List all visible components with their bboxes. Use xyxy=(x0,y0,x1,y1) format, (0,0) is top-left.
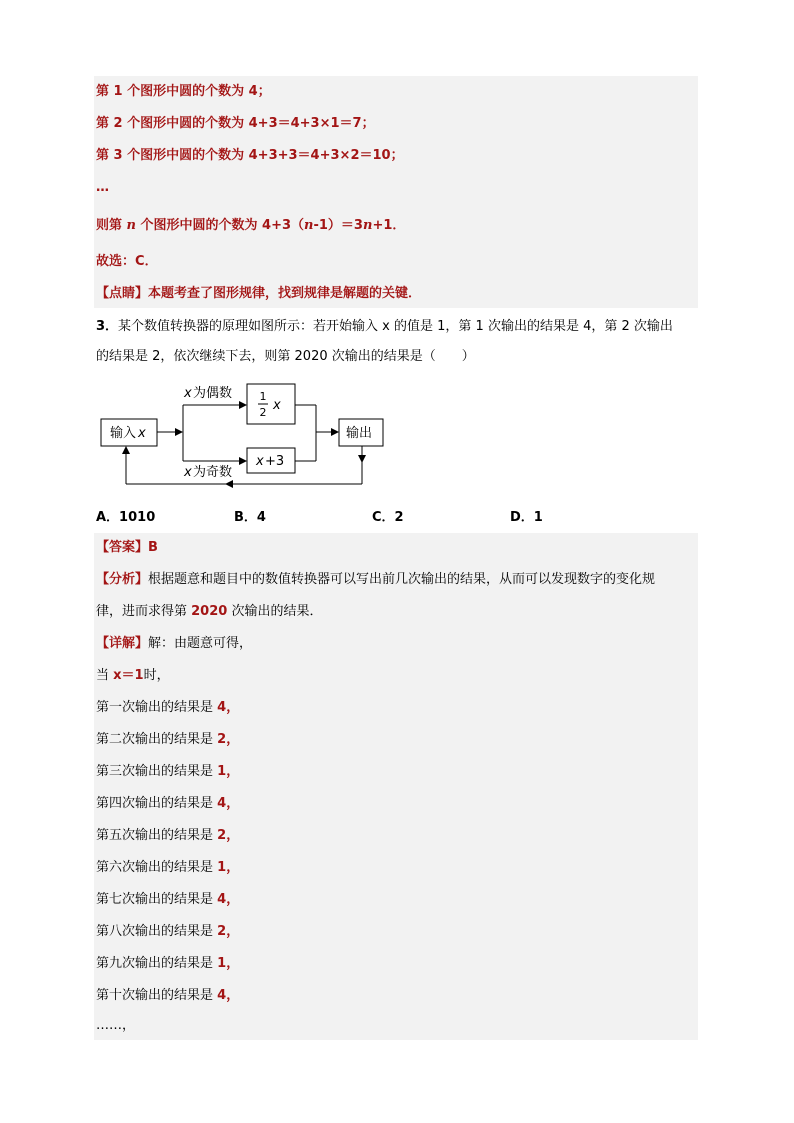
output-label: 输出 xyxy=(346,426,373,441)
variable-n: n xyxy=(304,218,314,233)
text: 故选： xyxy=(96,254,136,269)
solution-line-1 xyxy=(96,82,271,102)
solution-comment xyxy=(96,284,421,304)
plus-text: +3 xyxy=(265,454,285,469)
punctuation: ； xyxy=(257,84,271,99)
number: 2 xyxy=(113,116,123,131)
result-value: 4 xyxy=(217,796,227,811)
analysis-text: 根据题意和题目中的数值转换器可以写出前几次输出的结果，从而可以发现数字的变化规 xyxy=(148,572,656,587)
analysis-number: 2020 xyxy=(191,604,228,619)
punctuation: ； xyxy=(390,148,404,163)
text: 个图形中圆的个数为 xyxy=(122,116,249,131)
even-variable: x xyxy=(184,386,192,401)
expression: -1）＝3 xyxy=(313,218,363,233)
punctuation: ， xyxy=(226,860,240,875)
expression: 4+3＝4+3×1＝7 xyxy=(248,116,362,131)
solution-shade-top xyxy=(94,76,698,308)
punctuation: ， xyxy=(226,892,240,907)
detail-when xyxy=(96,666,170,686)
result-line-2 xyxy=(96,730,239,750)
detail-text: 解：由题意可得， xyxy=(148,636,253,651)
result-line-1 xyxy=(96,698,239,718)
option-d[interactable]: D．1 xyxy=(510,510,543,525)
detail-trailing-ellipsis xyxy=(96,1016,135,1036)
text: 第 xyxy=(96,84,114,99)
punctuation: ， xyxy=(226,828,240,843)
analysis-tag: 【分析】 xyxy=(96,572,149,587)
detail-text: 时， xyxy=(143,668,170,683)
option-c[interactable]: C．2 xyxy=(372,510,404,525)
result-line-8 xyxy=(96,922,239,942)
result-line-6 xyxy=(96,858,239,878)
detail-intro xyxy=(96,634,252,654)
result-label: 第一次输出的结果是 xyxy=(96,700,218,715)
result-line-9 xyxy=(96,954,239,974)
question-3-line-1 xyxy=(96,317,700,337)
odd-variable: x xyxy=(184,465,192,480)
answer-line xyxy=(96,538,158,558)
analysis-text: 次输出的结果． xyxy=(227,604,323,619)
answer-tag: 【答案】 xyxy=(96,540,149,555)
number: 1 xyxy=(113,84,123,99)
solution-ellipsis xyxy=(96,178,109,198)
question-text: 某个数值转换器的原理如图所示：若开始输入 x 的值是 1，第 1 次输出的结果是 4，第 2 次输出 xyxy=(118,319,673,334)
punctuation: ， xyxy=(226,924,240,939)
ellipsis-text: ……， xyxy=(96,1018,136,1033)
punctuation: ， xyxy=(226,732,240,747)
variable-n: n xyxy=(362,218,373,233)
punctuation: ． xyxy=(144,254,158,269)
result-label: 第三次输出的结果是 xyxy=(96,764,218,779)
result-value: 4 xyxy=(217,988,227,1003)
text: 第 xyxy=(96,148,114,163)
result-value: 2 xyxy=(217,924,227,939)
even-label: 为偶数 xyxy=(193,386,233,401)
comment-text: 本题考查了图形规律，找到规律是解题的关键． xyxy=(148,286,422,301)
punctuation: ， xyxy=(226,700,240,715)
result-label: 第九次输出的结果是 xyxy=(96,956,218,971)
analysis-line-2 xyxy=(96,602,322,622)
text: 第 xyxy=(96,116,114,131)
result-value: 4 xyxy=(217,700,227,715)
result-value: 4 xyxy=(217,892,227,907)
plus-variable: x xyxy=(256,454,264,469)
result-value: 1 xyxy=(217,860,227,875)
solution-choice xyxy=(96,252,158,272)
result-label: 第四次输出的结果是 xyxy=(96,796,218,811)
punctuation: ； xyxy=(361,116,375,131)
expression: 4 xyxy=(248,84,258,99)
solution-line-3 xyxy=(96,146,404,166)
half-box xyxy=(247,384,295,424)
expression: +1 xyxy=(372,218,393,233)
result-line-4 xyxy=(96,794,239,814)
detail-text: 当 xyxy=(96,668,114,683)
result-line-5 xyxy=(96,826,239,846)
choice-letter: C xyxy=(135,254,145,269)
text: 个图形中圆的个数为 xyxy=(122,84,249,99)
input-label: 输入 xyxy=(110,426,137,441)
result-line-10 xyxy=(96,986,239,1006)
half-variable: x xyxy=(273,398,281,413)
option-b[interactable]: B．4 xyxy=(234,510,266,525)
result-line-7 xyxy=(96,890,239,910)
result-label: 第二次输出的结果是 xyxy=(96,732,218,747)
result-label: 第十次输出的结果是 xyxy=(96,988,218,1003)
expression: 4+3+3＝4+3×2＝10 xyxy=(248,148,391,163)
question-3-line-2 xyxy=(96,347,700,367)
detail-tag: 【详解】 xyxy=(96,636,149,651)
expression: 4+3（ xyxy=(262,218,305,233)
result-label: 第七次输出的结果是 xyxy=(96,892,218,907)
punctuation: ． xyxy=(392,218,406,233)
question-number: 3． xyxy=(96,319,119,334)
variable-n: n xyxy=(126,218,136,233)
result-line-3 xyxy=(96,762,239,782)
input-variable: x xyxy=(138,426,146,441)
text: 个图形中圆的个数为 xyxy=(135,218,263,233)
text: 则第 xyxy=(96,218,127,233)
half-denominator: 2 xyxy=(259,406,267,419)
answer-value: B xyxy=(148,540,158,555)
result-label: 第八次输出的结果是 xyxy=(96,924,218,939)
half-numerator: 1 xyxy=(259,390,267,403)
comment-tag: 【点睛】 xyxy=(96,286,149,301)
punctuation: ， xyxy=(226,796,240,811)
detail-condition: x＝1 xyxy=(113,668,144,683)
result-value: 2 xyxy=(217,732,227,747)
odd-label: 为奇数 xyxy=(193,465,233,480)
analysis-text: 律，进而求得第 xyxy=(96,604,192,619)
number-converter-diagram xyxy=(96,378,396,492)
result-label: 第五次输出的结果是 xyxy=(96,828,218,843)
result-value: 2 xyxy=(217,828,227,843)
result-label: 第六次输出的结果是 xyxy=(96,860,218,875)
number: 3 xyxy=(113,148,123,163)
result-value: 1 xyxy=(217,764,227,779)
punctuation: ， xyxy=(226,956,240,971)
ellipsis-text: … xyxy=(96,180,109,195)
result-value: 1 xyxy=(217,956,227,971)
option-a[interactable]: A．1010 xyxy=(96,510,156,525)
punctuation: ， xyxy=(226,764,240,779)
question-text: 的结果是 2，依次继续下去，则第 2020 次输出的结果是（ ） xyxy=(96,349,475,364)
solution-line-2 xyxy=(96,114,375,134)
analysis-line-1 xyxy=(96,570,655,590)
punctuation: ， xyxy=(226,988,240,1003)
text: 个图形中圆的个数为 xyxy=(122,148,249,163)
solution-line-n xyxy=(96,216,405,236)
